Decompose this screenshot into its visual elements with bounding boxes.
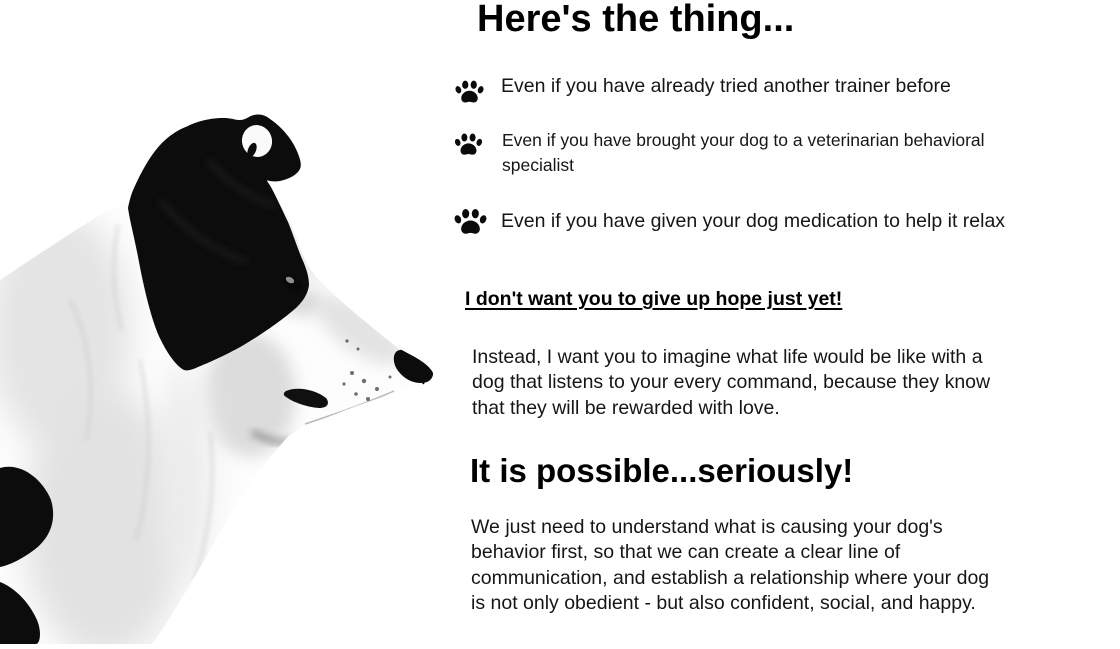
dog-image — [0, 0, 440, 644]
underlined-subheading: I don't want you to give up hope just yet! — [465, 288, 843, 310]
paragraph-line: communication, and establish a relationship where your dog — [471, 566, 990, 589]
bullet-item — [502, 128, 985, 177]
paragraph-line: behavior first, so that we can create a clear line of — [471, 541, 901, 564]
section-heading: It is possible...seriously! — [470, 452, 854, 489]
paragraph-line: dog that listens to your every command, because they know — [472, 371, 991, 394]
text-column — [456, 0, 1120, 644]
page-title: Here's the thing... — [477, 0, 795, 40]
paw-icon — [452, 206, 489, 240]
bullet-line: Even if you have given your dog medication to help it relax — [501, 210, 1006, 232]
dog-illustration — [0, 0, 440, 644]
paragraph — [472, 345, 990, 421]
paragraph-line: We just need to understand what is causing your dog's — [471, 516, 943, 538]
paw-icon — [454, 78, 485, 108]
paragraph-line: that they will be rewarded with love. — [472, 396, 780, 419]
bullet-line: Even if you have brought your dog to a veterinarian behavioral — [502, 130, 985, 150]
bullet-line: specialist — [502, 154, 574, 175]
paragraph-line: is not only obedient - but also confident, social, and happy. — [471, 591, 976, 614]
paragraph-line: Instead, I want you to imagine what life would be like with a — [472, 346, 983, 368]
bullet-item — [501, 207, 1005, 236]
paw-icon — [453, 131, 484, 160]
paragraph — [471, 515, 989, 616]
bullet-line: Even if you have already tried another trainer before — [501, 75, 951, 97]
bullet-item — [501, 72, 951, 101]
